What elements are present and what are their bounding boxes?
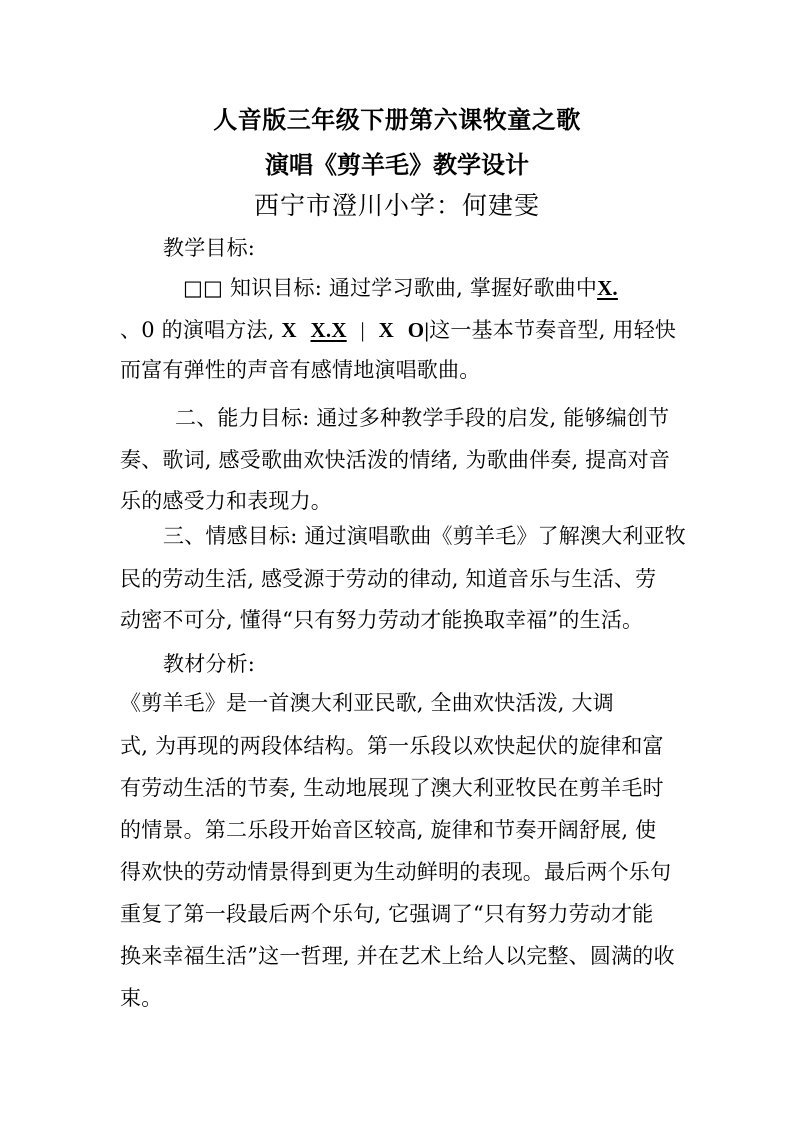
ability-goal-line-1: 二、能力目标: 通过多种教学手段的启发, 能够编创节 [175, 406, 670, 430]
knowledge-goal-line-2 [120, 314, 676, 344]
analysis-line: 的情景。第二乐段开始音区较高, 旋律和节奏开阔舒展, 使 [120, 818, 657, 842]
knowledge-goal-line-3: 而富有弹性的声音有感情地演唱歌曲。 [120, 358, 481, 382]
emotion-goal-line-2: 民的劳动生活, 感受源于劳动的律动, 知道音乐与生活、劳 [120, 567, 657, 591]
rhythm-x-dot-x: X.X [310, 318, 347, 342]
rhythm-bar-separator: | [360, 318, 365, 342]
knowledge-goal-text: 这一基本节奏音型, 用轻快 [429, 318, 677, 342]
ability-goal-line-3: 乐的感受力和表现力。 [120, 489, 332, 513]
emotion-goal-line-1: 三、情感目标: 通过演唱歌曲《剪羊毛》了解澳大利亚牧 [163, 524, 686, 548]
knowledge-goal-line-1 [183, 272, 618, 302]
emotion-goal-line-3: 动密不可分, 懂得“只有努力劳动才能换取幸福”的生活。 [120, 608, 644, 632]
analysis-line: 束。 [120, 986, 163, 1010]
knowledge-goal-text: □□ 知识目标: 通过学习歌曲, 掌握好歌曲中 [183, 276, 598, 300]
analysis-line: 得欢快的劳动情景得到更为生动鲜明的表现。最后两个乐句 [120, 860, 672, 884]
rhythm-x-dot: X. [597, 276, 618, 300]
rhythm-x: X [281, 318, 297, 342]
author-line: 西宁市澄川小学：何建雯 [253, 191, 540, 220]
ability-goal-line-2: 奏、歌词, 感受歌曲欢快活泼的情绪, 为歌曲伴奏, 提高对音 [120, 448, 671, 472]
document-subtitle: 演唱《剪羊毛》教学设计 [265, 150, 529, 179]
knowledge-goal-text: 、0 的演唱方法, [120, 318, 282, 342]
analysis-line: 重复了第一段最后两个乐句, 它强调了“只有努力劳动才能 [120, 902, 654, 926]
analysis-line: 《剪羊毛》是一首澳大利亚民歌, 全曲欢快活泼, 大调 [120, 691, 614, 715]
rhythm-x-2: X [378, 318, 395, 342]
analysis-line: 式, 为再现的两段体结构。第一乐段以欢快起伏的旋律和富 [120, 734, 664, 758]
analysis-heading: 教材分析: [163, 652, 256, 676]
goals-heading: 教学目标: [163, 236, 256, 260]
document-title: 人音版三年级下册第六课牧童之歌 [213, 105, 581, 134]
analysis-line: 有劳动生活的节奏, 生动地展现了澳大利亚牧民在剪羊毛时 [120, 776, 664, 800]
rhythm-o: O| [407, 318, 430, 342]
analysis-line: 换来幸福生活”这一哲理, 并在艺术上给人以完整、圆满的收 [120, 944, 675, 968]
